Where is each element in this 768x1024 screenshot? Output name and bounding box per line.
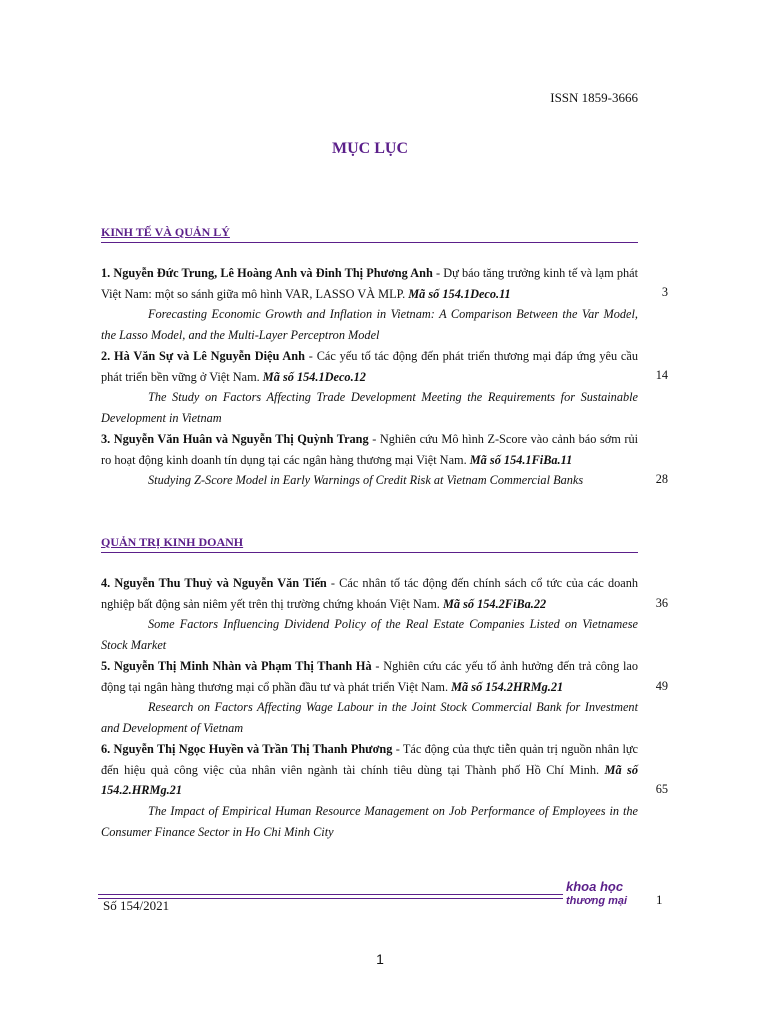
logo-line-2: thương mại — [566, 895, 628, 907]
entry-title-en: Forecasting Economic Growth and Inflation in Vietnam: A Comparison Between the Var Model, the Lasso Model, and the Multi-Layer Perceptron Model — [101, 307, 638, 343]
section-heading-text: KINH TẾ VÀ QUẢN LÝ — [101, 225, 230, 239]
entry-page-number: 65 — [655, 782, 668, 796]
section-heading-economics — [101, 223, 638, 243]
pdf-page-number: 1 — [376, 951, 384, 967]
entry-page-number: 28 — [655, 472, 668, 486]
entry-title-vi: - Nghiên cứu các yếu tố ảnh hưởng đến trả công lao động tại ngân hàng thương mại cổ phần đầu tư và phát triển Việt Nam. — [101, 659, 639, 694]
entry-page-number: 14 — [655, 368, 668, 382]
entry-title-vi: - Các yếu tố tác động đến phát triển thương mại đáp ứng yêu cầu phát triển bền vững ở Việt Nam. — [101, 349, 639, 384]
toc-entry[interactable] — [101, 656, 638, 739]
issn: ISSN 1859-3666 — [550, 90, 638, 105]
page-title: MỤC LỤC — [332, 140, 408, 157]
entry-title-en: Studying Z-Score Model in Early Warnings of Credit Risk at Vietnam Commercial Banks — [148, 473, 584, 488]
toc-entry[interactable] — [101, 573, 638, 656]
entry-code: Mã số 154.1FiBa.11 — [469, 452, 573, 467]
entry-title-vi: - Nghiên cứu Mô hình Z-Score vào cảnh báo sớm rủi ro hoạt động kinh doanh tín dụng tại các ngân hàng thương mại Việt Nam. — [101, 432, 639, 467]
entry-title-vi: - Tác động của thực tiễn quản trị nguồn nhân lực đến hiệu quả công việc của nhân viên ngành tài chính tiêu dùng tại Thành phố Hồ Chí Minh. — [101, 742, 639, 777]
entry-page-number: 36 — [655, 596, 668, 610]
entry-page-number: 3 — [661, 285, 668, 299]
entry-authors: 4. Nguyễn Thu Thuỷ và Nguyễn Văn Tiến — [101, 576, 327, 590]
entry-page-number: 49 — [655, 679, 668, 693]
footer-rule — [98, 894, 563, 895]
entry-title-vi: - Dự báo tăng trưởng kinh tế và lạm phát Việt Nam: một so sánh giữa mô hình VAR, LASSO VÀ MLP. — [101, 266, 638, 301]
entry-code: Mã số 154.2FiBa.22 — [442, 596, 547, 611]
entry-authors: 5. Nguyễn Thị Minh Nhàn và Phạm Thị Thanh Hà — [101, 659, 372, 673]
entry-title-en: The Impact of Empirical Human Resource Management on Job Performance of Employees in the Consumer Finance Sector in Ho Chi Minh City — [101, 804, 638, 839]
issue-number: Số 154/2021 — [103, 898, 170, 913]
entry-authors: 1. Nguyễn Đức Trung, Lê Hoàng Anh và Đinh Thị Phương Anh — [101, 266, 433, 280]
toc-entry[interactable] — [101, 263, 638, 346]
entry-title-en: Research on Factors Affecting Wage Labour in the Joint Stock Commercial Bank for Investment and Development of Vietnam — [101, 700, 638, 736]
entry-authors: 6. Nguyễn Thị Ngọc Huyền và Trần Thị Thanh Phương — [101, 742, 393, 756]
entry-authors: 2. Hà Văn Sự và Lê Nguyễn Diệu Anh — [101, 349, 305, 363]
section-heading-text: QUẢN TRỊ KINH DOANH — [101, 535, 244, 549]
logo-line-1: khoa học — [566, 879, 624, 894]
entry-code: Mã số 154.2HRMg.21 — [451, 679, 564, 694]
entry-code: Mã số 154.2.HRMg.21 — [101, 762, 638, 798]
entry-title-en: The Study on Factors Affecting Trade Development Meeting the Requirements for Sustainable Development in Vietnam — [101, 390, 638, 426]
journal-logo — [566, 880, 630, 908]
toc-entry[interactable] — [101, 739, 638, 843]
entry-code: Mã số 154.1Deco.11 — [408, 286, 511, 301]
entry-title-en: Some Factors Influencing Dividend Policy of the Real Estate Companies Listed on Vietnamese Stock Market — [101, 617, 638, 653]
section-heading-business — [101, 533, 638, 553]
entry-authors: 3. Nguyễn Văn Huân và Nguyễn Thị Quỳnh Trang — [101, 432, 369, 446]
toc-entry[interactable] — [101, 346, 638, 429]
toc-entry[interactable] — [101, 429, 638, 491]
journal-page-number: 1 — [656, 892, 663, 907]
entry-title-vi: - Các nhân tố tác động đến chính sách cổ tức của các doanh nghiệp bất động sản niêm yết trên thị trường chứng khoán Việt Nam. — [101, 576, 638, 611]
entry-code: Mã số 154.1Deco.12 — [262, 369, 366, 384]
